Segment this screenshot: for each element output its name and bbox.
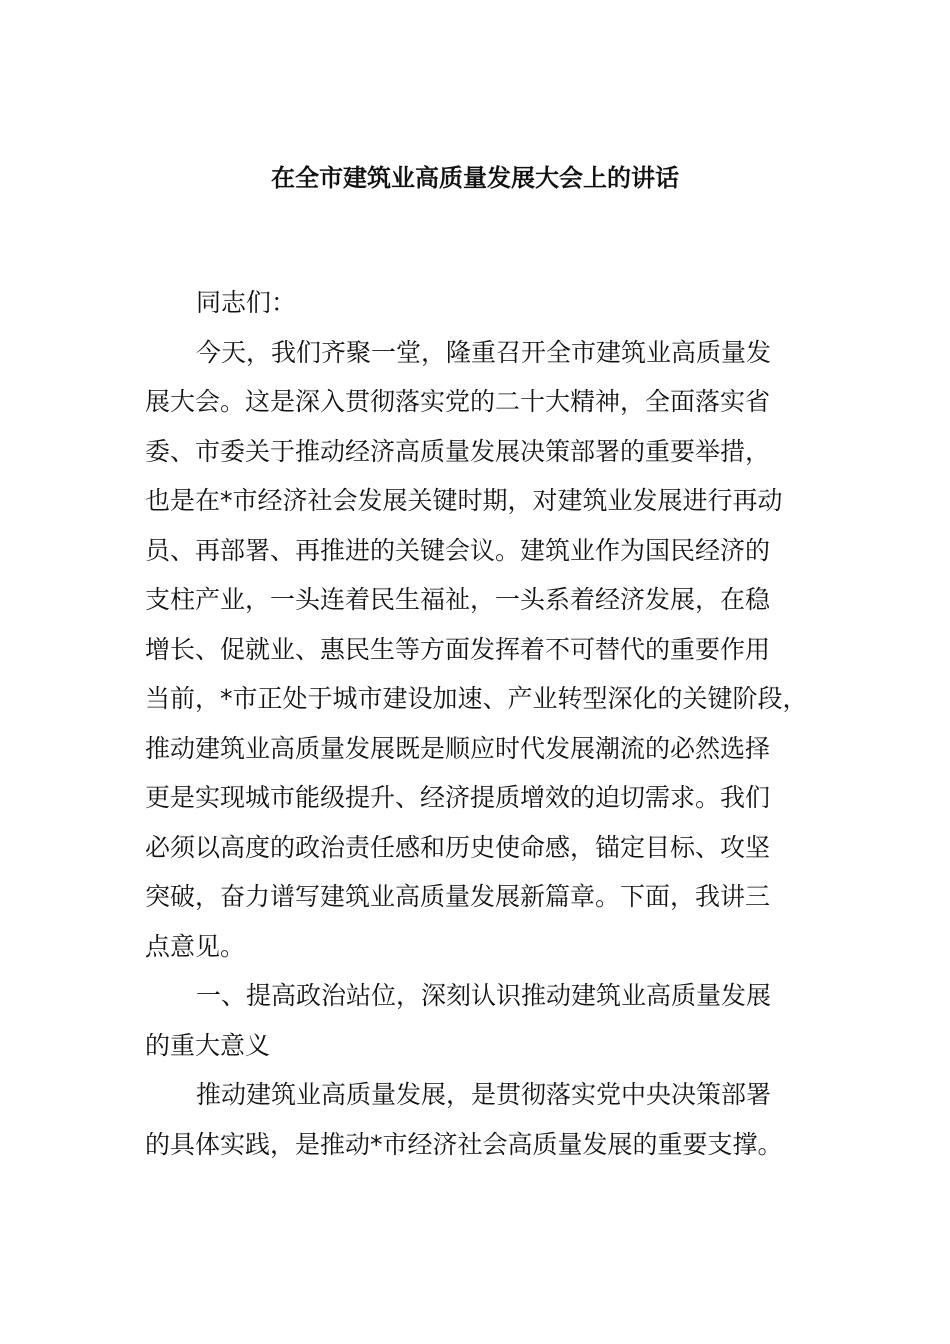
paragraph-line: 点意见。 (145, 931, 246, 961)
paragraph-line: 当前，*市正处于城市建设加速、产业转型深化的关键阶段， (145, 684, 808, 713)
paragraph-line: 今天，我们齐聚一堂，隆重召开全市建筑业高质量发 (196, 337, 772, 367)
paragraph-line: 支柱产业，一头连着民生福祉，一头系着经济发展，在稳 (145, 585, 771, 614)
paragraph-line: 也是在*市经济社会发展关键时期，对建筑业发展进行再动 (145, 486, 783, 515)
paragraph-line: 推动建筑业高质量发展，是贯彻落实党中央决策部署 (196, 1080, 772, 1109)
paragraph-line: 必须以高度的政治责任感和历史使命感，锚定目标、攻坚 (145, 832, 771, 862)
paragraph-line: 委、市委关于推动经济高质量发展决策部署的重要举措， (145, 436, 771, 466)
salutation-line: 同志们： (196, 288, 297, 317)
paragraph-line: 突破，奋力谱写建筑业高质量发展新篇章。下面，我讲三 (145, 882, 771, 911)
section-heading-line: 的重大意义 (145, 1030, 271, 1060)
section-heading-line: 一、提高政治站位，深刻认识推动建筑业高质量发展 (196, 981, 772, 1010)
paragraph-line: 增长、促就业、惠民生等方面发挥着不可替代的重要作用 (145, 634, 771, 664)
paragraph-line: 的具体实践，是推动*市经济社会高质量发展的重要支撑。 (145, 1129, 783, 1159)
paragraph-line: 推动建筑业高质量发展既是顺应时代发展潮流的必然选择 (145, 733, 771, 763)
paragraph-line: 员、再部署、再推进的关键会议。建筑业作为国民经济的 (145, 535, 771, 565)
document-title: 在全市建筑业高质量发展大会上的讲话 (271, 164, 679, 192)
document-body (145, 278, 815, 1169)
paragraph-line: 展大会。这是深入贯彻落实党的二十大精神，全面落实省 (145, 387, 771, 416)
paragraph-line: 更是实现城市能级提升、经济提质增效的迫切需求。我们 (145, 783, 771, 812)
